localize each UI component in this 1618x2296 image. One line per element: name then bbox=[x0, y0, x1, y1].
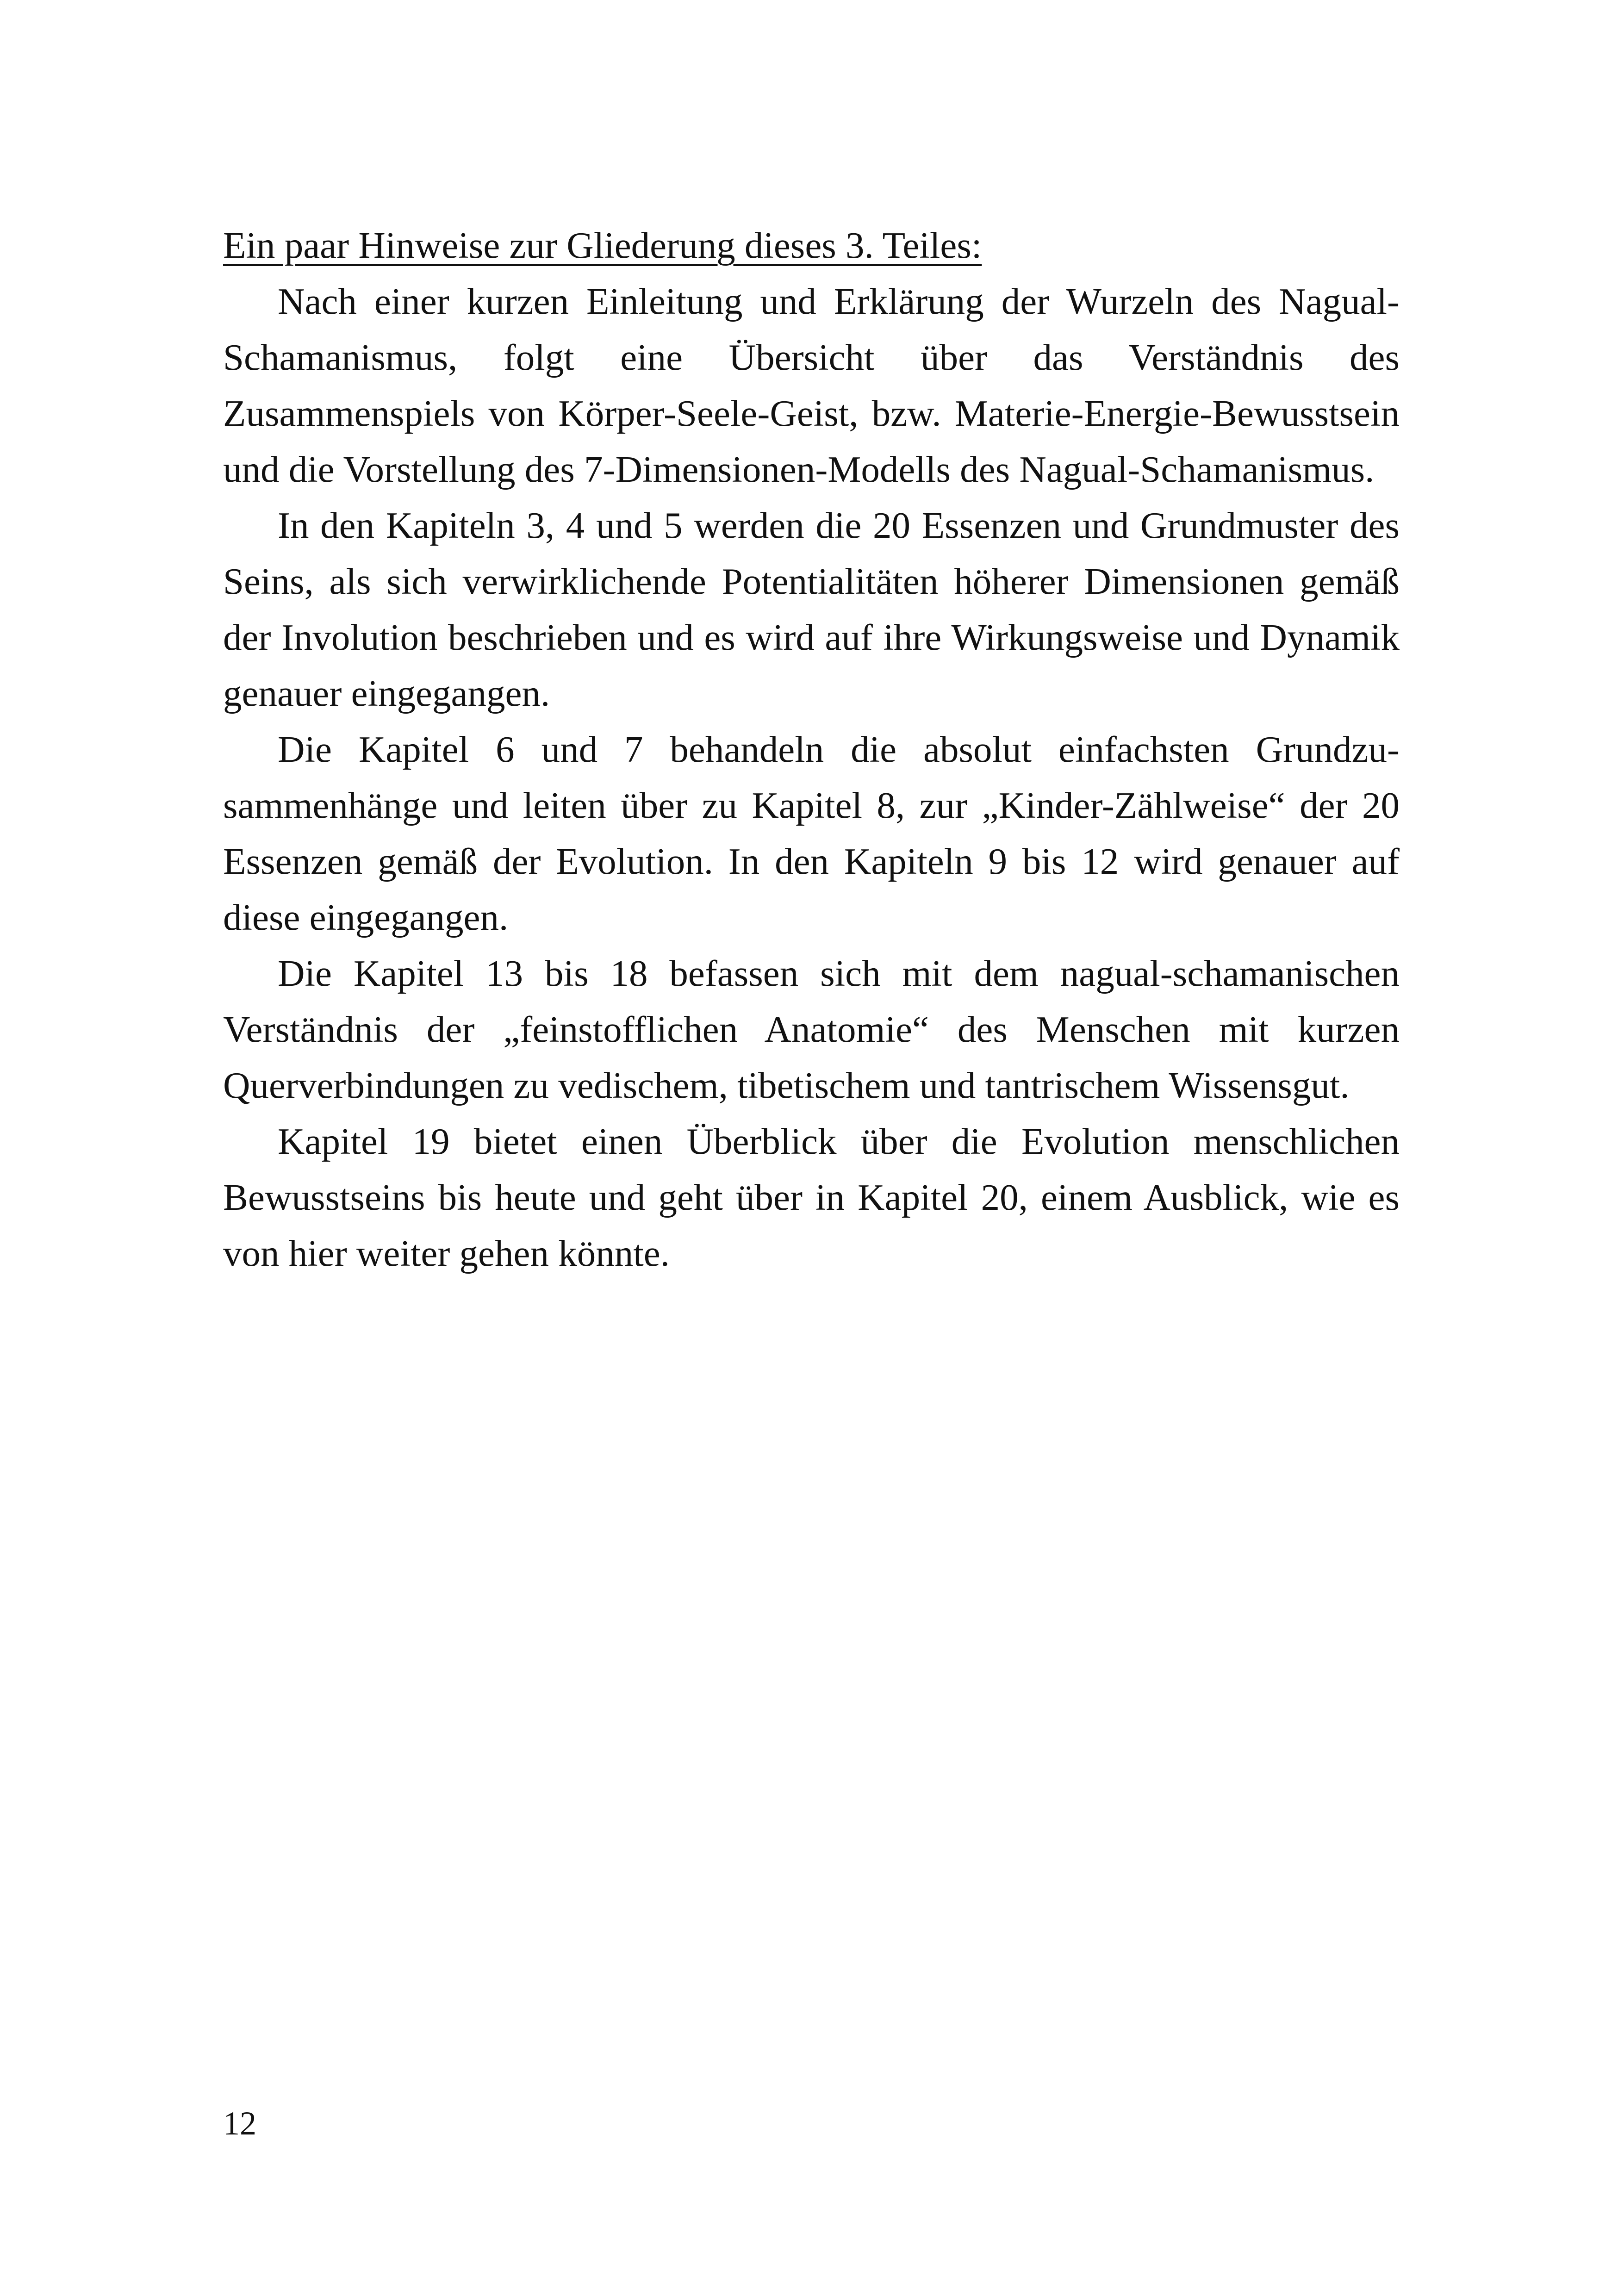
paragraph-3: Die Kapitel 6 und 7 behandeln die absolut einfachsten Grundzusammenhänge und leiten über zu Kapitel 8, zur „Kinder-Zählweise“ der 20 Essenzen gemäß der Evolution. In den Kapiteln 9 bis 12 wird genauer auf diese eingegangen. bbox=[223, 728, 1400, 938]
section-heading: Ein paar Hinweise zur Gliederung dieses 3. Teiles: bbox=[223, 224, 982, 266]
body-text bbox=[223, 218, 1400, 1282]
paragraph-1: Nach einer kurzen Einleitung und Erklärung der Wurzeln des Nagual-Schamanismus, folgt eine Übersicht über das Verständnis des Zusammenspiels von Körper-Seele-Geist, bzw. Materie-Energie-Bewusstsein und die Vorstellung des 7-Dimensionen-Modells des Nagual-Schamanismus. bbox=[223, 280, 1400, 490]
paragraph-5: Kapitel 19 bietet einen Überblick über die Evolution menschlichen Bewusstseins bis heute und geht über in Kapitel 20, einem Ausblick, wie es von hier weiter gehen könnte. bbox=[223, 1120, 1400, 1274]
page-number: 12 bbox=[223, 2105, 256, 2142]
paragraph-2: In den Kapiteln 3, 4 und 5 werden die 20 Essenzen und Grundmuster des Seins, als sich verwirklichende Potentialitäten höherer Dimensionen gemäß der Involution beschrieben und es wird auf ihre Wirkungsweise und Dynamik genauer eingegangen. bbox=[223, 504, 1400, 714]
paragraph-4: Die Kapitel 13 bis 18 befassen sich mit dem nagual-schamanischen Verständnis der „feinstofflichen Anatomie“ des Menschen mit kurzen Querverbindungen zu vedischem, tibetischem und tantrischem Wissensgut. bbox=[223, 952, 1400, 1106]
section-heading-line bbox=[223, 218, 1400, 274]
